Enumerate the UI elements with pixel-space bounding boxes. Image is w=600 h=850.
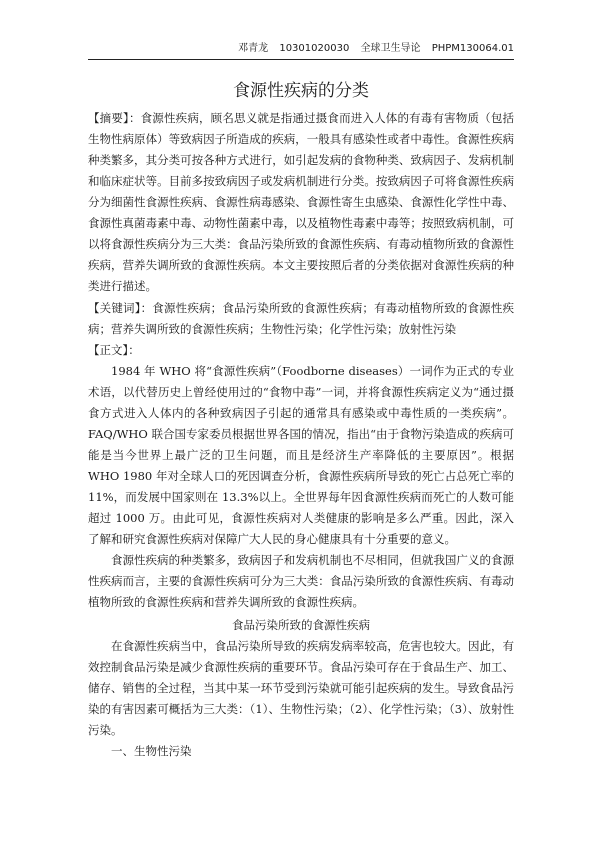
page-header xyxy=(90,42,514,56)
body-label: 【正文】： xyxy=(88,343,140,357)
subsection-heading: 一、生物性污染 xyxy=(111,744,192,758)
section-heading: 食品污染所致的食源性疾病 xyxy=(232,618,370,632)
abstract-paragraph xyxy=(88,108,514,297)
header-course: 全球卫生导论 xyxy=(360,43,421,54)
abstract-text: ：食源性疾病，顾名思义就是指通过摄食而进入人体的有毒有害物质（包括生物性病原体）等致病因子所造成的疾病，一般具有感染性或者中毒性。食源性疾病种类繁多，其分类可按各种方式进行，如引起发病的食物种类、致病因子、发病机制和临床症状等。目前多按致病因子或发病机制进行分类。按致病因子可将食源性疾病分为细菌性食源性疾病、食源性病毒感染、食源性寄生虫感染、食源性化学性中毒、食源性真菌毒素中毒、动物性菌素中毒，以及植物性毒素中毒等；按照致病机制，可以将食源性疾病分为三大类：食品污染所致的食源性疾病、有毒动植物所致的食源性疾病，营养失调所致的食源性疾病。本文主要按照后者的分类依据对食源性疾病的种类进行描述。 xyxy=(88,111,515,293)
header-course-code: PHPM130064.01 xyxy=(431,43,514,54)
abstract-label: 【摘要】 xyxy=(88,111,129,125)
document-title: 食源性疾病的分类 xyxy=(233,81,369,101)
header-rule xyxy=(88,59,514,60)
section-paragraph: 在食源性疾病当中，食品污染所导致的疾病发病率较高，危害也较大。因此，有效控制食品污染是减少食源性疾病的重要环节。食品污染可存在于食品生产、加工、储存、销售的全过程，当其中某一环节受到污染就可能引起疾病的发生。导致食品污染的有害因素可概括为三大类：（1）、生物性污染；（2）、化学性污染；（3）、放射性污染。 xyxy=(88,639,514,737)
header-student-id: 10301020030 xyxy=(279,43,350,54)
keywords-text: ：食源性疾病；食品污染所致的食源性疾病；有毒动植物所致的食源性疾病；营养失调所致的食源性疾病；生物性污染；化学性污染；放射性污染 xyxy=(88,301,515,336)
keywords-label: 【关键词】 xyxy=(88,301,141,315)
body-paragraph-2: 食源性疾病的种类繁多，致病因子和发病机制也不尽相同，但就我国广义的食源性疾病而言，主要的食源性疾病可分为三大类：食品污染所致的食源性疾病、有毒动植物所致的食源性疾病和营养失调所致的食源性疾病。 xyxy=(88,553,514,609)
header-author: 邓青龙 xyxy=(238,43,269,54)
document-body xyxy=(88,80,514,762)
body-paragraph-1: 1984 年 WHO 将“食源性疾病”（Foodborne diseases）一词作为正式的专业术语，以代替历史上曾经使用过的“食物中毒”一词，并将食源性疾病定义为“通过摄食方式进入人体内的各种致病因子引起的通常具有感染或中毒性质的一类疾病”。FAQ/WHO 联合国专家委员根据世界各国的情况，指出“由于食物污染造成的疾病可能是当今世界上最广泛的卫生问题，而且是经济生产率降低的主要原因”。根据 WHO 1980 年对全球人口的死因调查分析，食源性疾病所导致的死亡占总死亡率的 11%，而发展中国家则在 13.3%以上。全世界每年因食源性疾病而死亡的人数可能超过 1000 万。由此可见，食源性疾病对人类健康的影响是多么严重。因此，深入了解和研究食源性疾病对保障广大人民的身心健康具有十分重要的意义。 xyxy=(88,364,514,546)
keywords-paragraph xyxy=(88,298,514,340)
